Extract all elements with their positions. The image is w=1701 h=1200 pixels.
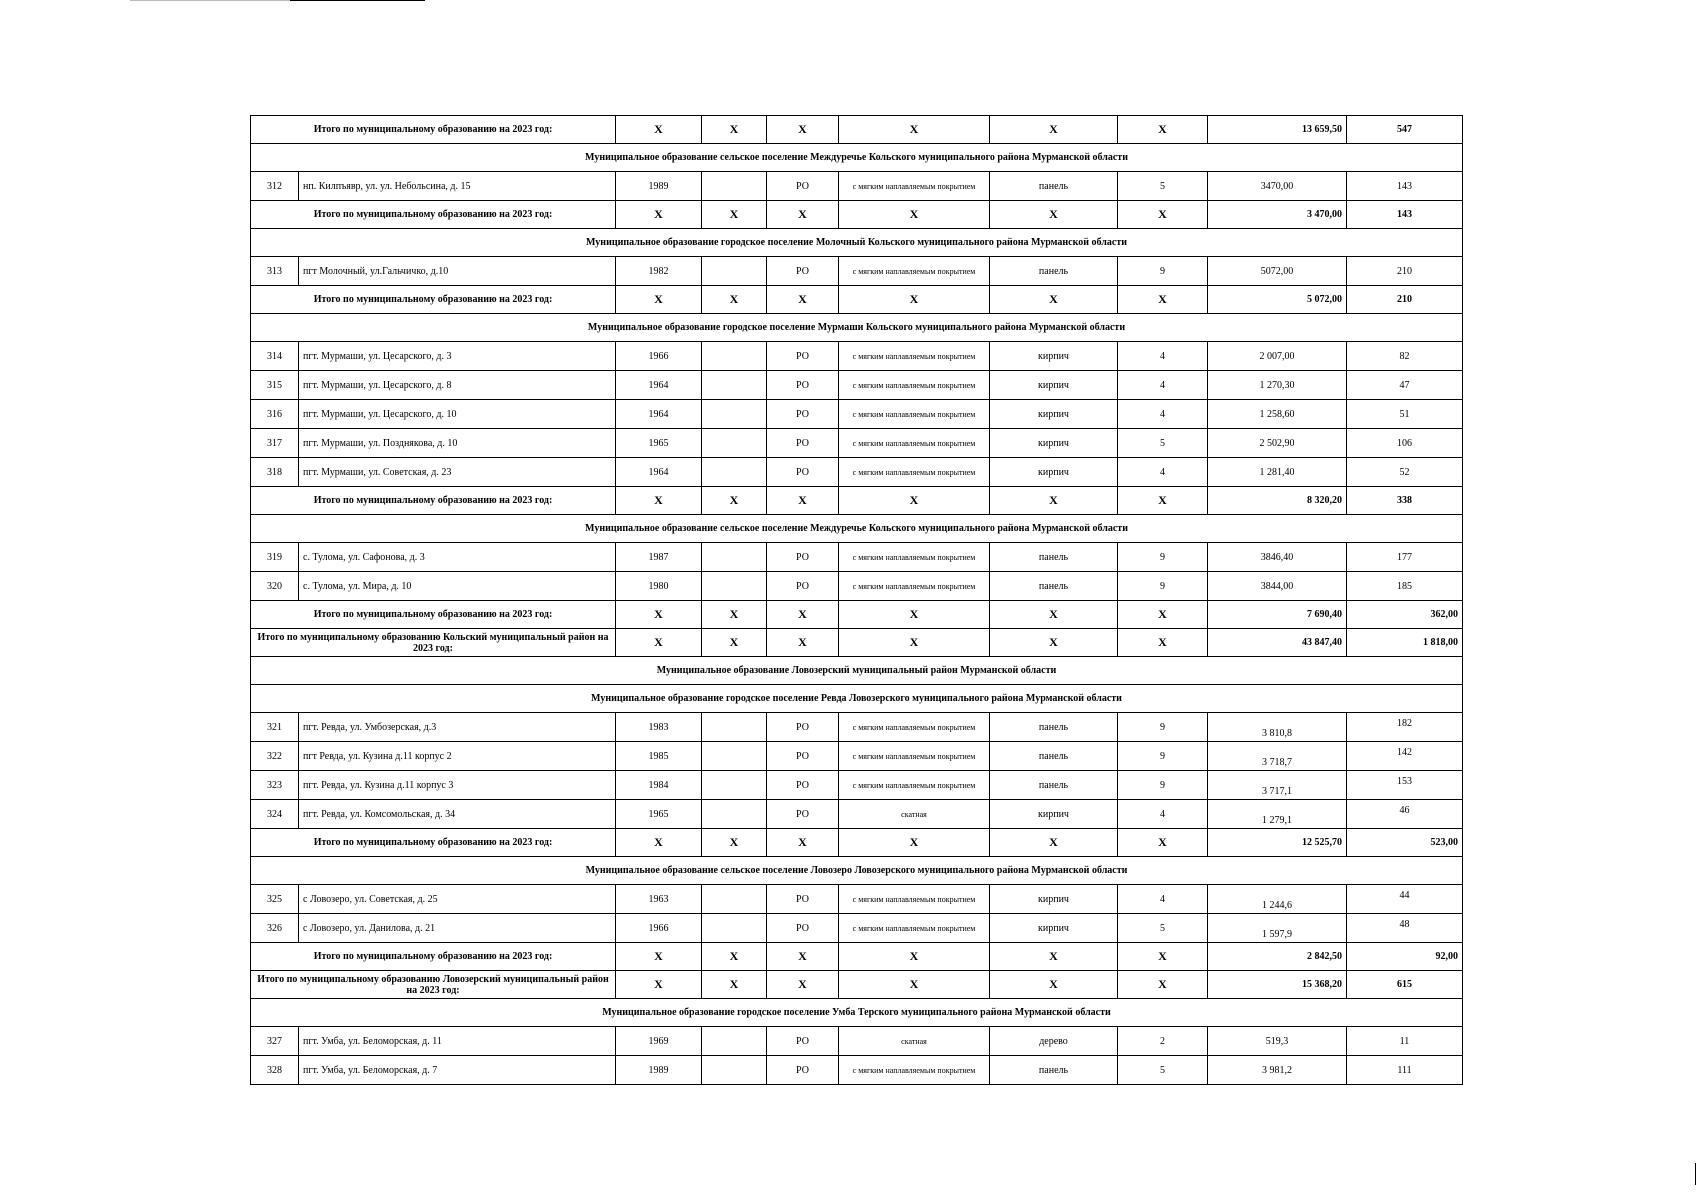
- year-cell: 1966: [616, 914, 702, 943]
- empty-cell: [702, 771, 767, 800]
- year-cell: 1980: [616, 572, 702, 601]
- address-cell: пгт Ревда, ул. Кузина д.11 корпус 2: [299, 742, 616, 771]
- total-label: Итого по муниципальному образованию на 2023 год:: [251, 943, 616, 971]
- floors-cell: 9: [1118, 713, 1208, 742]
- table-row: [251, 572, 1463, 601]
- x-mark: X: [990, 601, 1118, 629]
- address-cell: пгт. Мурмаши, ул. Советская, д. 23: [299, 458, 616, 487]
- row-number: 316: [251, 400, 299, 429]
- total-count: 547: [1347, 116, 1463, 144]
- area-cell: 1 244,6: [1208, 885, 1347, 914]
- total-label: Итого по муниципальному образованию Ловозерский муниципальный район на 2023 год:: [251, 971, 616, 999]
- floors-cell: 4: [1118, 885, 1208, 914]
- x-mark: X: [702, 829, 767, 857]
- total-area: 8 320,20: [1208, 487, 1347, 515]
- area-cell: 5072,00: [1208, 257, 1347, 286]
- total-area: 12 525,70: [1208, 829, 1347, 857]
- method-cell: РО: [767, 742, 839, 771]
- method-cell: РО: [767, 713, 839, 742]
- subtotal-row: [251, 601, 1463, 629]
- wall-material-cell: панель: [990, 257, 1118, 286]
- x-mark: X: [616, 971, 702, 999]
- x-mark: X: [839, 601, 990, 629]
- area-cell: 3470,00: [1208, 172, 1347, 201]
- empty-cell: [702, 543, 767, 572]
- x-mark: X: [839, 943, 990, 971]
- residents-cell: 142: [1347, 742, 1463, 771]
- row-number: 325: [251, 885, 299, 914]
- roof-type-cell: с мягким наплавляемым покрытием: [839, 914, 990, 943]
- area-cell: 3846,40: [1208, 543, 1347, 572]
- total-area: 15 368,20: [1208, 971, 1347, 999]
- table-row: [251, 543, 1463, 572]
- area-cell: 3 717,1: [1208, 771, 1347, 800]
- wall-material-cell: панель: [990, 742, 1118, 771]
- table-body: [251, 116, 1463, 1085]
- residents-cell: 185: [1347, 572, 1463, 601]
- year-cell: 1989: [616, 1056, 702, 1085]
- table-row: [251, 257, 1463, 286]
- section-header-row: [251, 314, 1463, 342]
- year-cell: 1966: [616, 342, 702, 371]
- wall-material-cell: панель: [990, 713, 1118, 742]
- x-mark: X: [767, 971, 839, 999]
- total-label: Итого по муниципальному образованию на 2023 год:: [251, 829, 616, 857]
- roof-type-cell: с мягким наплавляемым покрытием: [839, 572, 990, 601]
- wall-material-cell: кирпич: [990, 885, 1118, 914]
- floors-cell: 9: [1118, 572, 1208, 601]
- area-cell: 1 270,30: [1208, 371, 1347, 400]
- empty-cell: [702, 1056, 767, 1085]
- total-area: 43 847,40: [1208, 629, 1347, 657]
- subtotal-row: [251, 116, 1463, 144]
- method-cell: РО: [767, 1027, 839, 1056]
- address-cell: пгт. Ревда, ул. Умбозерская, д.3: [299, 713, 616, 742]
- residents-cell: 51: [1347, 400, 1463, 429]
- wall-material-cell: кирпич: [990, 429, 1118, 458]
- empty-cell: [702, 885, 767, 914]
- empty-cell: [702, 400, 767, 429]
- table-row: [251, 371, 1463, 400]
- method-cell: РО: [767, 400, 839, 429]
- section-header-row: [251, 685, 1463, 713]
- floors-cell: 9: [1118, 543, 1208, 572]
- wall-material-cell: панель: [990, 543, 1118, 572]
- year-cell: 1985: [616, 742, 702, 771]
- district-total-row: [251, 629, 1463, 657]
- table-row: [251, 1027, 1463, 1056]
- floors-cell: 2: [1118, 1027, 1208, 1056]
- method-cell: РО: [767, 371, 839, 400]
- area-cell: 2 502,90: [1208, 429, 1347, 458]
- method-cell: РО: [767, 172, 839, 201]
- x-mark: X: [767, 943, 839, 971]
- area-cell: 2 007,00: [1208, 342, 1347, 371]
- x-mark: X: [767, 487, 839, 515]
- total-count: 143: [1347, 201, 1463, 229]
- table-row: [251, 429, 1463, 458]
- row-number: 320: [251, 572, 299, 601]
- x-mark: X: [767, 829, 839, 857]
- roof-type-cell: с мягким наплавляемым покрытием: [839, 771, 990, 800]
- total-area: 13 659,50: [1208, 116, 1347, 144]
- year-cell: 1964: [616, 371, 702, 400]
- residents-cell: 177: [1347, 543, 1463, 572]
- total-label: Итого по муниципальному образованию Кольский муниципальный район на 2023 год:: [251, 629, 616, 657]
- section-title: Муниципальное образование сельское поселение Междуречье Кольского муниципального района Мурманской области: [251, 515, 1463, 543]
- x-mark: X: [616, 601, 702, 629]
- x-mark: X: [1118, 971, 1208, 999]
- section-header-row: [251, 999, 1463, 1027]
- method-cell: РО: [767, 458, 839, 487]
- section-title: Муниципальное образование сельское поселение Ловозеро Ловозерского муниципального района Мурманской области: [251, 857, 1463, 885]
- empty-cell: [702, 914, 767, 943]
- x-mark: X: [839, 829, 990, 857]
- x-mark: X: [990, 629, 1118, 657]
- x-mark: X: [990, 829, 1118, 857]
- x-mark: X: [702, 629, 767, 657]
- x-mark: X: [767, 201, 839, 229]
- total-label: Итого по муниципальному образованию на 2023 год:: [251, 487, 616, 515]
- floors-cell: 9: [1118, 742, 1208, 771]
- total-area: 5 072,00: [1208, 286, 1347, 314]
- wall-material-cell: кирпич: [990, 371, 1118, 400]
- roof-type-cell: с мягким наплавляемым покрытием: [839, 172, 990, 201]
- method-cell: РО: [767, 1056, 839, 1085]
- residents-cell: 153: [1347, 771, 1463, 800]
- x-mark: X: [990, 943, 1118, 971]
- x-mark: X: [767, 601, 839, 629]
- x-mark: X: [839, 629, 990, 657]
- empty-cell: [702, 713, 767, 742]
- wall-material-cell: кирпич: [990, 400, 1118, 429]
- scan-edge-mark: [1695, 1163, 1696, 1185]
- table-row: [251, 713, 1463, 742]
- residents-cell: 143: [1347, 172, 1463, 201]
- x-mark: X: [1118, 943, 1208, 971]
- wall-material-cell: кирпич: [990, 800, 1118, 829]
- subtotal-row: [251, 201, 1463, 229]
- method-cell: РО: [767, 429, 839, 458]
- address-cell: с. Тулома, ул. Сафонова, д. 3: [299, 543, 616, 572]
- x-mark: X: [1118, 829, 1208, 857]
- scan-artifact-line: [130, 0, 290, 1]
- section-header-row: [251, 857, 1463, 885]
- row-number: 319: [251, 543, 299, 572]
- address-cell: с Ловозеро, ул. Данилова, д. 21: [299, 914, 616, 943]
- district-total-row: [251, 971, 1463, 999]
- residents-cell: 52: [1347, 458, 1463, 487]
- wall-material-cell: панель: [990, 771, 1118, 800]
- floors-cell: 4: [1118, 342, 1208, 371]
- subtotal-row: [251, 829, 1463, 857]
- year-cell: 1987: [616, 543, 702, 572]
- x-mark: X: [616, 943, 702, 971]
- roof-type-cell: с мягким наплавляемым покрытием: [839, 458, 990, 487]
- x-mark: X: [702, 971, 767, 999]
- address-cell: пгт. Мурмаши, ул. Цесарского, д. 8: [299, 371, 616, 400]
- year-cell: 1963: [616, 885, 702, 914]
- x-mark: X: [702, 943, 767, 971]
- wall-material-cell: кирпич: [990, 458, 1118, 487]
- wall-material-cell: панель: [990, 1056, 1118, 1085]
- area-cell: 3 981,2: [1208, 1056, 1347, 1085]
- section-title: Муниципальное образование городское поселение Мурмаши Кольского муниципального района Мурманской области: [251, 314, 1463, 342]
- empty-cell: [702, 172, 767, 201]
- floors-cell: 4: [1118, 400, 1208, 429]
- x-mark: X: [702, 601, 767, 629]
- floors-cell: 9: [1118, 771, 1208, 800]
- row-number: 322: [251, 742, 299, 771]
- empty-cell: [702, 458, 767, 487]
- empty-cell: [702, 800, 767, 829]
- method-cell: РО: [767, 885, 839, 914]
- total-label: Итого по муниципальному образованию на 2023 год:: [251, 286, 616, 314]
- wall-material-cell: дерево: [990, 1027, 1118, 1056]
- total-count: 210: [1347, 286, 1463, 314]
- x-mark: X: [1118, 601, 1208, 629]
- row-number: 315: [251, 371, 299, 400]
- year-cell: 1965: [616, 800, 702, 829]
- method-cell: РО: [767, 572, 839, 601]
- residents-cell: 44: [1347, 885, 1463, 914]
- total-count: 92,00: [1347, 943, 1463, 971]
- x-mark: X: [616, 829, 702, 857]
- table-row: [251, 1056, 1463, 1085]
- residents-cell: 111: [1347, 1056, 1463, 1085]
- method-cell: РО: [767, 257, 839, 286]
- x-mark: X: [990, 116, 1118, 144]
- year-cell: 1984: [616, 771, 702, 800]
- row-number: 327: [251, 1027, 299, 1056]
- total-count: 362,00: [1347, 601, 1463, 629]
- empty-cell: [702, 1027, 767, 1056]
- row-number: 323: [251, 771, 299, 800]
- table-row: [251, 458, 1463, 487]
- subtotal-row: [251, 487, 1463, 515]
- roof-type-cell: с мягким наплавляемым покрытием: [839, 885, 990, 914]
- roof-type-cell: с мягким наплавляемым покрытием: [839, 713, 990, 742]
- roof-type-cell: с мягким наплавляемым покрытием: [839, 400, 990, 429]
- wall-material-cell: кирпич: [990, 342, 1118, 371]
- area-cell: 3 718,7: [1208, 742, 1347, 771]
- total-area: 3 470,00: [1208, 201, 1347, 229]
- row-number: 321: [251, 713, 299, 742]
- row-number: 312: [251, 172, 299, 201]
- area-cell: 3 810,8: [1208, 713, 1347, 742]
- x-mark: X: [702, 201, 767, 229]
- empty-cell: [702, 572, 767, 601]
- table-row: [251, 172, 1463, 201]
- roof-type-cell: с мягким наплавляемым покрытием: [839, 257, 990, 286]
- total-area: 2 842,50: [1208, 943, 1347, 971]
- area-cell: 519,3: [1208, 1027, 1347, 1056]
- x-mark: X: [767, 286, 839, 314]
- row-number: 324: [251, 800, 299, 829]
- method-cell: РО: [767, 342, 839, 371]
- table-row: [251, 742, 1463, 771]
- x-mark: X: [767, 629, 839, 657]
- table-row: [251, 771, 1463, 800]
- address-cell: нп. Килпъявр, ул. ул. Небольсина, д. 15: [299, 172, 616, 201]
- subtotal-row: [251, 286, 1463, 314]
- roof-type-cell: с мягким наплавляемым покрытием: [839, 1056, 990, 1085]
- x-mark: X: [1118, 286, 1208, 314]
- section-header-row: [251, 657, 1463, 685]
- address-cell: пгт. Мурмаши, ул. Позднякова, д. 10: [299, 429, 616, 458]
- x-mark: X: [702, 286, 767, 314]
- method-cell: РО: [767, 914, 839, 943]
- x-mark: X: [767, 116, 839, 144]
- year-cell: 1982: [616, 257, 702, 286]
- empty-cell: [702, 257, 767, 286]
- total-area: 7 690,40: [1208, 601, 1347, 629]
- x-mark: X: [1118, 116, 1208, 144]
- roof-type-cell: скатная: [839, 1027, 990, 1056]
- x-mark: X: [702, 487, 767, 515]
- row-number: 313: [251, 257, 299, 286]
- x-mark: X: [1118, 201, 1208, 229]
- area-cell: 1 258,60: [1208, 400, 1347, 429]
- row-number: 328: [251, 1056, 299, 1085]
- address-cell: пгт. Ревда, ул. Комсомольская, д. 34: [299, 800, 616, 829]
- table-row: [251, 400, 1463, 429]
- method-cell: РО: [767, 800, 839, 829]
- section-header-row: [251, 515, 1463, 543]
- row-number: 318: [251, 458, 299, 487]
- x-mark: X: [1118, 487, 1208, 515]
- residents-cell: 106: [1347, 429, 1463, 458]
- total-count: 338: [1347, 487, 1463, 515]
- roof-type-cell: скатная: [839, 800, 990, 829]
- roof-type-cell: с мягким наплавляемым покрытием: [839, 742, 990, 771]
- row-number: 317: [251, 429, 299, 458]
- empty-cell: [702, 429, 767, 458]
- x-mark: X: [839, 116, 990, 144]
- address-cell: пгт Молочный, ул.Гальчичко, д.10: [299, 257, 616, 286]
- address-cell: пгт. Мурмаши, ул. Цесарского, д. 3: [299, 342, 616, 371]
- floors-cell: 5: [1118, 429, 1208, 458]
- area-cell: 1 281,40: [1208, 458, 1347, 487]
- total-label: Итого по муниципальному образованию на 2023 год:: [251, 201, 616, 229]
- residents-cell: 47: [1347, 371, 1463, 400]
- x-mark: X: [616, 286, 702, 314]
- section-header-row: [251, 144, 1463, 172]
- address-cell: пгт. Умба, ул. Беломорская, д. 11: [299, 1027, 616, 1056]
- roof-type-cell: с мягким наплавляемым покрытием: [839, 543, 990, 572]
- scan-artifact-line: [290, 0, 425, 1]
- year-cell: 1964: [616, 458, 702, 487]
- x-mark: X: [839, 286, 990, 314]
- address-cell: пгт. Мурмаши, ул. Цесарского, д. 10: [299, 400, 616, 429]
- roof-type-cell: с мягким наплавляемым покрытием: [839, 429, 990, 458]
- year-cell: 1989: [616, 172, 702, 201]
- residents-cell: 48: [1347, 914, 1463, 943]
- empty-cell: [702, 742, 767, 771]
- subtotal-row: [251, 943, 1463, 971]
- empty-cell: [702, 342, 767, 371]
- x-mark: X: [990, 201, 1118, 229]
- wall-material-cell: панель: [990, 172, 1118, 201]
- x-mark: X: [616, 116, 702, 144]
- section-title: Муниципальное образование городское поселение Ревда Ловозерского муниципального района Мурманской области: [251, 685, 1463, 713]
- total-count: 615: [1347, 971, 1463, 999]
- row-number: 314: [251, 342, 299, 371]
- area-cell: 1 279,1: [1208, 800, 1347, 829]
- area-cell: 3844,00: [1208, 572, 1347, 601]
- x-mark: X: [839, 201, 990, 229]
- method-cell: РО: [767, 771, 839, 800]
- residents-cell: 210: [1347, 257, 1463, 286]
- x-mark: X: [616, 487, 702, 515]
- floors-cell: 4: [1118, 371, 1208, 400]
- total-label: Итого по муниципальному образованию на 2023 год:: [251, 601, 616, 629]
- section-title: Муниципальное образование сельское поселение Междуречье Кольского муниципального района Мурманской области: [251, 144, 1463, 172]
- roof-type-cell: с мягким наплавляемым покрытием: [839, 371, 990, 400]
- method-cell: РО: [767, 543, 839, 572]
- floors-cell: 5: [1118, 1056, 1208, 1085]
- year-cell: 1983: [616, 713, 702, 742]
- floors-cell: 4: [1118, 458, 1208, 487]
- total-label: Итого по муниципальному образованию на 2023 год:: [251, 116, 616, 144]
- address-cell: с Ловозеро, ул. Советская, д. 25: [299, 885, 616, 914]
- floors-cell: 4: [1118, 800, 1208, 829]
- section-header-row: [251, 229, 1463, 257]
- wall-material-cell: кирпич: [990, 914, 1118, 943]
- year-cell: 1969: [616, 1027, 702, 1056]
- floors-cell: 5: [1118, 914, 1208, 943]
- address-cell: с. Тулома, ул. Мира, д. 10: [299, 572, 616, 601]
- year-cell: 1965: [616, 429, 702, 458]
- table-row: [251, 342, 1463, 371]
- residents-cell: 11: [1347, 1027, 1463, 1056]
- residents-cell: 82: [1347, 342, 1463, 371]
- x-mark: X: [616, 629, 702, 657]
- x-mark: X: [616, 201, 702, 229]
- roof-type-cell: с мягким наплавляемым покрытием: [839, 342, 990, 371]
- address-cell: пгт. Ревда, ул. Кузина д.11 корпус 3: [299, 771, 616, 800]
- x-mark: X: [1118, 629, 1208, 657]
- residents-cell: 46: [1347, 800, 1463, 829]
- section-title: Муниципальное образование Ловозерский муниципальный район Мурманской области: [251, 657, 1463, 685]
- x-mark: X: [990, 971, 1118, 999]
- residents-cell: 182: [1347, 713, 1463, 742]
- wall-material-cell: панель: [990, 572, 1118, 601]
- area-cell: 1 597,9: [1208, 914, 1347, 943]
- empty-cell: [702, 371, 767, 400]
- address-cell: пгт. Умба, ул. Беломорская, д. 7: [299, 1056, 616, 1085]
- housing-repair-table: [250, 115, 1463, 1085]
- table-row: [251, 885, 1463, 914]
- x-mark: X: [990, 487, 1118, 515]
- x-mark: X: [990, 286, 1118, 314]
- total-count: 523,00: [1347, 829, 1463, 857]
- total-count: 1 818,00: [1347, 629, 1463, 657]
- section-title: Муниципальное образование городское поселение Молочный Кольского муниципального района Мурманской области: [251, 229, 1463, 257]
- table-row: [251, 800, 1463, 829]
- x-mark: X: [839, 487, 990, 515]
- x-mark: X: [839, 971, 990, 999]
- table-row: [251, 914, 1463, 943]
- section-title: Муниципальное образование городское поселение Умба Терского муниципального района Мурманской области: [251, 999, 1463, 1027]
- year-cell: 1964: [616, 400, 702, 429]
- x-mark: X: [702, 116, 767, 144]
- row-number: 326: [251, 914, 299, 943]
- floors-cell: 5: [1118, 172, 1208, 201]
- floors-cell: 9: [1118, 257, 1208, 286]
